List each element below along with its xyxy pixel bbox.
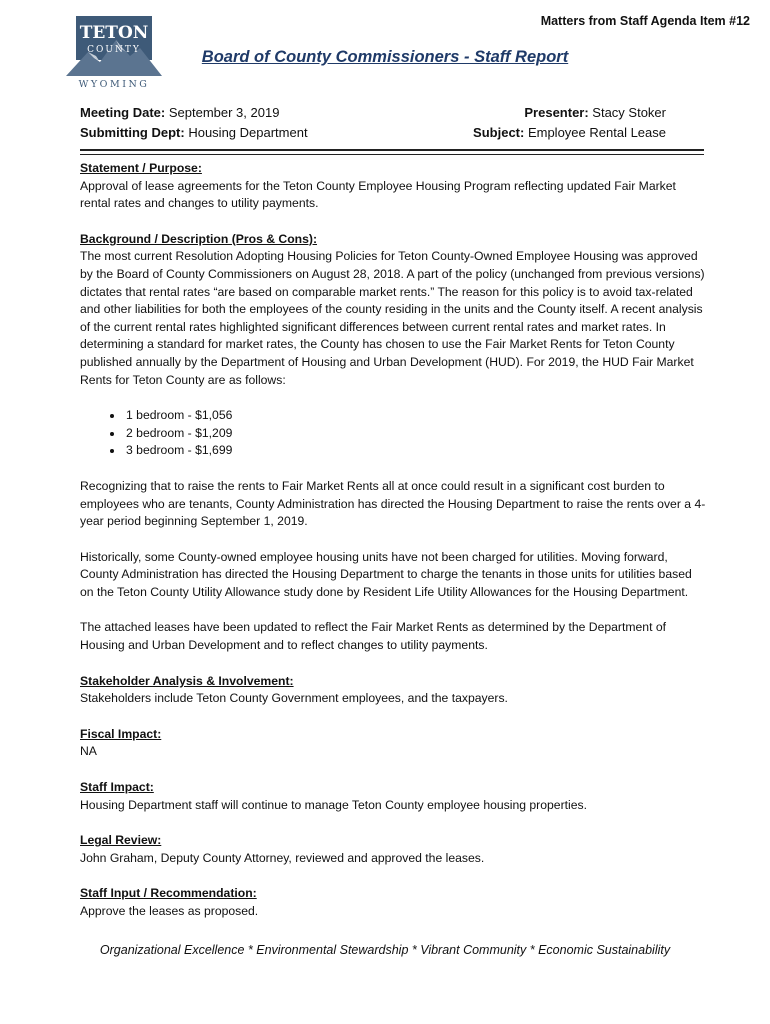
list-item: • 3 bedroom - $1,699	[124, 442, 706, 460]
meta-right	[473, 103, 666, 143]
svg-text:TETON: TETON	[79, 23, 149, 43]
meeting-date-row	[80, 103, 308, 123]
subject-label: Subject:	[473, 125, 525, 140]
purpose-heading: Statement / Purpose:	[80, 161, 202, 175]
header-divider-thin	[80, 154, 704, 155]
background-paragraph-2: Recognizing that to raise the rents to Fair Market Rents all at once could result in a significant cost burden to employees who are tenants, County Administration has directed the Housing Department to raise the rents over a 4-year period beginning September 1, 2019.	[80, 478, 706, 529]
background-heading: Background / Description (Pros & Cons):	[80, 231, 318, 246]
recommendation-section	[80, 885, 706, 920]
staff-impact-text: Housing Department staff will continue to manage Teton County employee housing properties.	[80, 797, 587, 812]
header-divider-thick	[80, 149, 704, 151]
subject-row	[473, 123, 666, 143]
legal-review-section	[80, 832, 706, 867]
stakeholder-heading: Stakeholder Analysis & Involvement:	[80, 673, 294, 688]
report-body	[80, 160, 706, 939]
meeting-date-label: Meeting Date:	[80, 105, 166, 120]
svg-text:COUNTY: COUNTY	[87, 45, 141, 55]
list-item: • 2 bedroom - $1,209	[124, 425, 706, 443]
background-section	[80, 231, 706, 655]
meeting-date-value: September 3, 2019	[165, 105, 280, 120]
stakeholder-text: Stakeholders include Teton County Government employees, and the taxpayers.	[80, 691, 508, 706]
submitting-dept-value: Housing Department	[184, 125, 308, 140]
subject-value: Employee Rental Lease	[524, 125, 666, 140]
legal-review-heading: Legal Review:	[80, 833, 162, 848]
meta-left	[80, 103, 308, 143]
staff-impact-heading: Staff Impact:	[80, 780, 154, 795]
presenter-label: Presenter:	[524, 105, 589, 120]
recommendation-heading: Staff Input / Recommendation:	[80, 886, 257, 901]
purpose-section	[80, 160, 706, 213]
svg-text:WYOMING: WYOMING	[78, 79, 150, 90]
agenda-item-label: Matters from Staff Agenda Item #12	[540, 14, 750, 28]
legal-review-text: John Graham, Deputy County Attorney, reviewed and approved the leases.	[80, 850, 485, 865]
fiscal-impact-text: NA	[80, 744, 97, 759]
footer-values: Organizational Excellence * Environmental Stewardship * Vibrant Community * Economic Sustainability	[99, 943, 671, 957]
background-paragraph-3: Historically, some County-owned employee housing units have not been charged for utilities. Moving forward, County Administration has directed the Housing Department to charge the tenants in those units for utilities based on the Teton County Utility Allowance study done by Resident Life Utility Allowances for the Housing Department.	[80, 549, 692, 599]
presenter-value: Stacy Stoker	[588, 105, 666, 120]
stakeholder-section	[80, 673, 706, 708]
submitting-dept-label: Submitting Dept:	[80, 125, 185, 140]
background-paragraph-4: The attached leases have been updated to reflect the Fair Market Rents as determined by the Department of Housing and Urban Development and to reflect changes to utility payments.	[80, 620, 667, 653]
presenter-row	[473, 103, 666, 123]
list-item: • 1 bedroom - $1,056	[124, 407, 706, 425]
fair-market-rents-list	[80, 407, 706, 460]
background-paragraph-1: The most current Resolution Adopting Housing Policies for Teton County-Owned Employee Housing was approved by the Board of County Commissioners on August 28, 2018. A part of the policy (unchanged from previous versions) dictates that rental rates “are based on comparable market rents.” The reason for this policy is to avoid tax-related and other liabilities for both the employees of the county residing in the units and the County itself. A recent analysis of the current rental rates highlighted significant differences between current rental rates and market rates. In determining a standard for market rates, the County has chosen to use the Fair Market Rents for Teton County published annually by the Department of Housing and Urban Development (HUD). For 2019, the HUD Fair Market Rents for Teton County are as follows:	[80, 249, 705, 387]
fiscal-impact-heading: Fiscal Impact:	[80, 726, 162, 741]
report-title: Board of County Commissioners - Staff Report	[201, 48, 569, 66]
staff-impact-section	[80, 779, 706, 814]
recommendation-text: Approve the leases as proposed.	[80, 904, 259, 918]
submitting-dept-row	[80, 123, 308, 143]
fiscal-impact-section	[80, 726, 706, 761]
purpose-text: Approval of lease agreements for the Teton County Employee Housing Program reflecting updated Fair Market rental rates and changes to utility payments.	[80, 178, 676, 211]
